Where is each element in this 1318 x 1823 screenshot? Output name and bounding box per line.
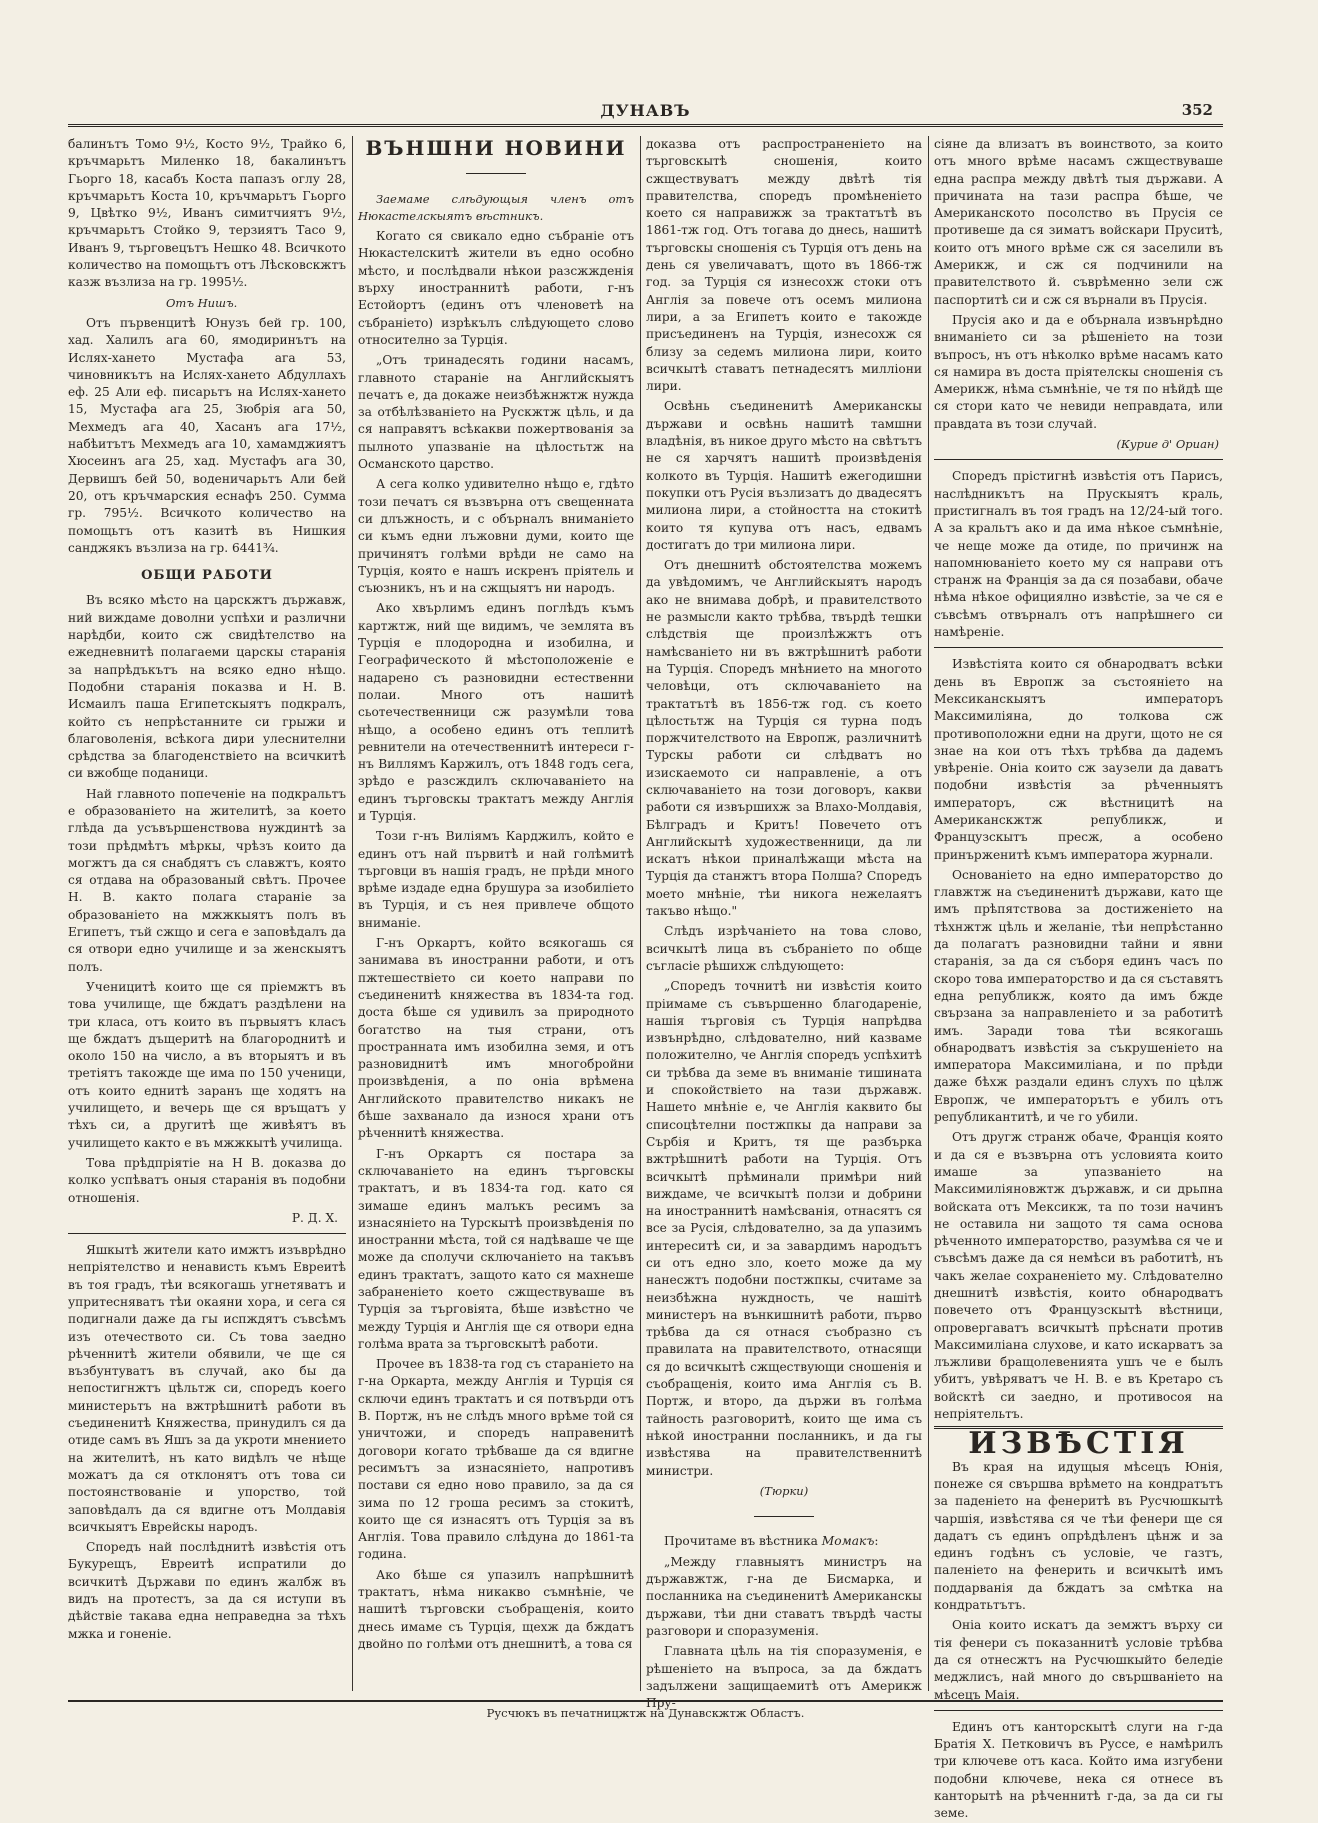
article-paragraph: Този г-нъ Виліямъ Карджилъ, който е единъ отъ най първитѣ и най голѣмитѣ търговци въ нашія градъ, не прѣди много врѣме издаде една брушура за изобиліето въ Турція, и съ нея привлече общото вниманіе. bbox=[358, 829, 634, 930]
article-paragraph: Отъ другж странж обаче, Франція която и да ся е възвърна отъ условията които имаше за упазваніето на Максимиліяновжтж държавж, и си дрьпна войската отъ Мексикж, та по този начинъ не оставила ни защото тя сама основа рѣченното императорство, разумѣва ся че и съвсѣмъ даже да ся немѣси въ работитѣ, нъ чакъ желае сохраненіето му. Слѣдователно днешнитѣ извѣстія, които обнародватъ повечето отъ Французскытѣ вѣстници, опровергаватъ всичкытѣ прѣснати против Максимиліана слухове, и като искарватъ за лъжливи бращолевенията ушъ че е былъ убитъ, увѣряватъ че Н. В. е въ Кретаро съ войсктѣ си заедно, и противосоя на непріятельтъ. bbox=[934, 1130, 1223, 1422]
notice-paragraph: Въ края на идущыя мѣсецъ Юнія, понеже ся свършва врѣмето на кондратътъ за паденіето на фенеритѣ въ Русчюшкытѣ чаршія, извѣстява ся че тѣи фенери ще ся дадатъ съ единъ опрѣдѣленъ цѣнж и за единъ годѣнъ съ условіе, че газтъ, паленіето на фенерить и всичкытѣ имъ поддарванія да бждатъ за смѣтка на кондратьтътъ. bbox=[934, 1459, 1223, 1613]
article-paragraph: Отъ днешнитѣ обстоятелства можемъ да увѣдомимъ, че Английскыятъ народъ ако не внимава добрѣ, и правителството не размысли както трѣбва, твърдѣ тешки слѣдствія ще произлѣжжтъ отъ намѣсваніето ни въ вжтрѣшнитѣ работи на Турція. Споредъ мнѣнието на многото человѣци, отъ сключаваніето на трактатътѣ въ 1856-тж год. съ което цѣлостьтж на Турція ся турна подъ поржчителството на Европж, различнитѣ Турскы работи си слѣдватъ но изискаемото си направленіе, а отъ сключаваніето на този договоръ, какви работи ся извършихж за Влахо-Молдавія, Бѣлградъ и Критъ! Повечето отъ Английскытѣ художественници, да ли искатъ нѣкои приналѣжащи мѣста на Турція да станжтъ втора Полша? Споредъ моето мнѣніе, тѣи никога нежелаятъ такъво нѣщо." bbox=[646, 558, 922, 919]
ornament-divider bbox=[646, 1508, 922, 1525]
article-paragraph: Прочее въ 1838-та год съ стараніето на г-на Оркарта, между Англія и Турція ся сключи единъ трактатъ и ся потвърди отъ В. Портж, нъ не слѣдъ много врѣме той ся уничтожи, и споредъ направенитѣ договори когато трѣбваше да ся вдигне ресимътъ за изнасяніето, напротивъ постави ся едно ново правило, за да ся зима по 12 гроша ресимъ за стокитѣ, които ще ся изнасятъ отъ Турція за въ Англія. Това правило слѣдуна до 1861-та година. bbox=[358, 1357, 634, 1562]
article-paragraph: доказва отъ распространеніето на търговскытѣ сношенія, които сжществуватъ между двѣтѣ тія правителства, споредъ промѣненіето което ся направижж за трактатътѣ въ 1861-тж год. Отъ тогава до днесь, нашитѣ търговскы сношенія съ Турція отъ день на день ся увеличаватъ, щото въ 1866-тж год. за Турція ся изнесохж стоки отъ Англія за повече отъ осемъ милиона лири, а за Египетъ които е такожде присъединенъ на Турція, изнесохж ся близу за седемъ милиона лири, които всичкытѣ ставатъ петнадесятъ милліони лири. bbox=[646, 137, 922, 394]
divider bbox=[934, 647, 1223, 648]
newspaper-page bbox=[68, 98, 1223, 1821]
source-attribution: (Курие д' Ориан) bbox=[1116, 437, 1219, 452]
article-paragraph: „Отъ тринадесять години насамъ, главното стараніе на Английскыятъ печатъ е, да докаже неизбѣжнжтж нужда за отбѣлѣзваніето на Рускжтж цѣль, и да ся направятъ всѣкакви пожертвованія за пылното упазваніе на цѣлостьтж на Османското царство. bbox=[358, 353, 634, 472]
newspaper-name: Момакъ bbox=[821, 1534, 875, 1549]
page-number: 352 bbox=[1181, 101, 1213, 119]
article-paragraph: Ако хвърлимъ единъ поглѣдъ къмъ картжтж, ний ще видимъ, че землята въ Турція е плодородна и изобилна, и Географическото й мѣстоположеніе е надарено съ разновидни естественни полаи. Много отъ нашитѣ сьотечественници сж разумѣли това нѣщо, а особено единъ отъ теплитѣ ревнители на отечественнитѣ интереси г-нъ Виллямъ Каржилъ, отъ 1848 годъ сега, зрѣдо е разсждилъ сключаваніето на единъ търговскы трактатъ между Англія и Турція. bbox=[358, 601, 634, 823]
article-paragraph: Споредъ най послѣднитѣ извѣстія отъ Букурещъ, Евреитѣ испратили до всичкитѣ Държави по единъ жалбж въ видъ на протестъ, за да ся иступи въ дѣйствіе такава една неправедна за тѣхъ мжка и гоненіе. bbox=[68, 1540, 346, 1641]
masthead bbox=[68, 98, 1223, 127]
dateline: Отъ Нишъ. bbox=[166, 295, 238, 310]
imprint-footer: Русчюкъ въ печатницжтж на Дунавскжтж Областъ. bbox=[68, 1700, 1223, 1720]
article-paragraph: балинътъ Томо 9½, Косто 9½, Трайко 6, кръчмарьтъ Миленко 18, бакалинътъ Гьорго 18, касабъ Коста папазъ оглу 28, кръчмарьтъ Коста 10, кръчмарьтъ Гьорго 9, Цвѣтко 9½, Иванъ симитчиятъ 9½, кръчмарьтъ Стойко 9, терзиятъ Тасо 9, Иванъ 9, търговецътъ Нешко 48. Всичкото количество на помощьтъ отъ Лѣсковскжтъ казж възлиза на гр. 1995½. bbox=[68, 137, 346, 290]
column-2 bbox=[358, 136, 634, 1686]
column-rule bbox=[640, 136, 641, 1691]
section-heading-obshti-raboti: ОБЩИ РАБОТИ bbox=[141, 568, 273, 584]
source-note: Заемаме слѣдующыя членъ отъ Нюкастелскыятъ вѣстникъ. bbox=[358, 191, 634, 223]
divider bbox=[934, 459, 1223, 460]
article-paragraph: Слѣдъ изрѣчаніето на това слово, всичкытѣ лица въ събраніето по обще съгласіе рѣшихж слѣдующето: bbox=[646, 924, 922, 973]
column-rule bbox=[352, 136, 353, 1691]
notice-paragraph: Оніа които искатъ да земжтъ върху си тія фенери съ показаннитѣ условіе трѣбва да ся отнесжтъ на Русчюшкыйто беледіе меджлисъ, най много до свършваніето на мѣсецъ Маія. bbox=[934, 1618, 1223, 1702]
article-paragraph: Главната цѣль на тія споразуменія, е рѣшеніето на въпроса, за да бждатъ задължени защищаемитѣ отъ Америкж Пру- bbox=[646, 1644, 922, 1711]
article-paragraph: А сега колко удивително нѣщо е, гдѣто този печатъ ся възвърна отъ свещенната си длъжность, и с обърналъ вниманіето си къмъ едни лъжовни думи, които ще причинятъ голѣми врѣди не само на Турція, която е нашъ искренъ пріятель и съюзникъ, нъ и на сжщыятъ ни народъ. bbox=[358, 477, 634, 596]
column-3 bbox=[646, 136, 922, 1711]
article-paragraph: сіяне да влизатъ въ воинството, за които отъ много врѣме насамъ сжществуваше една распра между двѣтѣ тыя държави. А причината на тази распра бѣше, че Американското посолство въ Прусія се противеше да ся зиматъ войскари Пруситѣ, които отъ много врѣме сж ся заселили въ Америкж, и сж ся подчинили на правителството й. съврѣменно зели сж паспортитѣ си и сж ся върнали въ Прусія. bbox=[934, 137, 1223, 307]
article-paragraph: Когато ся свикало едно събраніе отъ Нюкастелскитѣ жители въ едно особно мѣсто, и послѣдвали нѣкои разсжжденія върху иностраннитѣ работи, г-нъ Естойортъ (единъ отъ членоветѣ на събраніето) изрѣкълъ слѣдующето слово относително за Турція. bbox=[358, 229, 634, 347]
section-heading-vanshni-novini: ВЪНШНИ НОВИНИ bbox=[365, 136, 627, 160]
article-paragraph: Ученицитѣ които ще ся пріемжтъ въ това училище, ще бждатъ раздѣлени на три класа, отъ които въ първыятъ класъ ще бждатъ дъщеритѣ на благороднитѣ и около 150 на число, а въ вторыятъ и въ третіятъ такожде ще има по 150 ученици, отъ които еднитѣ заранъ ще ходятъ на училището, и вечерь ще ся връщатъ у тѣхъ си, а другитѣ ще живѣятъ въ училището както е въ мжжкытѣ училища. bbox=[68, 979, 346, 1150]
source-attribution: (Тюрки) bbox=[759, 1483, 809, 1498]
article-paragraph: Освѣнь съединенитѣ Американскы държави и освѣнь нашитѣ тамшни владѣнія, въ никое друго мѣсто на свѣтътъ не ся харчятъ нашитѣ произвѣденія колкото въ Турція. Нашитѣ ежегодишни покупки отъ Русія възлизатъ до двадесятъ милиона лири, а стойността на стокитѣ които тя купува отъ насъ, едвамъ достигатъ до три милиона лири. bbox=[646, 399, 922, 552]
article-paragraph: Яшкытѣ жители като имжтъ изъврѣдно непріятелство и ненависть къмъ Евреитѣ въ тоя градъ, тѣи всякогашь угнетяватъ и упритесняватъ тѣи окаяни хора, и сега ся подигнали даже да гы испждятъ съвсѣмъ изъ отечеството си. Съ това заедно рѣченнитѣ жители обявили, че ще ся възбунтуватъ въ случай, ако бы да непостигнжтъ цѣльтж си, споредъ коего министерьтъ на вжтрѣшнитѣ работи въ съединенитѣ Княжества, принудилъ ся да отиде самъ въ Яшъ за да укроти мнението на жителитѣ, нъ като видѣлъ че нѣще можатъ да ся отклонятъ отъ това си постоянствованіе и упорство, той заповѣдалъ да ся вдигне отъ Молдавія всичкыятъ Еврейскы народъ. bbox=[68, 1243, 346, 1534]
column-1 bbox=[68, 136, 346, 1686]
article-paragraph: Основаніето на едно императорство до главжтж на съединенитѣ държави, като ще имъ прѣпятствова за достиженіето на тѣхнжтж цѣль и желаніе, тѣи непрѣстанно да полагатъ разновидни тайни и явни старанія, за да ся съборя единъ часъ по скоро това императорство и да ся съставятъ една републикж, която да имъ бжде свързана за направленіето и за работитѣ имъ. Заради това тѣи всякогашь обнародватъ извѣстія за съкрушеніето на императора Максимиліана, и по прѣди даже бѣхж раздали единъ слухъ по цѣлж Европж, че императорътъ е убилъ отъ републикантитѣ, и че го убили. bbox=[934, 867, 1223, 1125]
article-paragraph: Най главното попеченіе на подкральтъ е образованіето на жителитѣ, за което глѣда да усъвършенствова нуждинтѣ за този прѣдмѣтъ мѣркы, чрѣзъ които да могжтъ да ся снабдятъ съ славжтъ, която ся отдава на образованый свѣтъ. Прочее Н. В. както полага стараніе за образованіето на мжжкыятъ полъ въ Египетъ, тъй сжщо и сега е заповѣдалъ да ся отвори едно училище и за женскыятъ полъ. bbox=[68, 786, 346, 974]
article-paragraph: „Между главныятъ министръ на държавжтж, г-на де Бисмарка, и посланника на съединенитѣ Американскы държави, тѣи дни ставатъ твърдѣ часты разговори и споразуменія. bbox=[646, 1554, 922, 1638]
section-heading-izvestia: ИЗВѢСТІЯ bbox=[934, 1426, 1223, 1452]
article-paragraph: Въ всяко мѣсто на царскжтъ държавж, ний виждаме доволни успѣхи и различни нарѣдби, които сж свидѣтелство на ежедневнитѣ полагаеми царскы старанія за напрѣдъкътъ на всяко едно нѣщо. Подобни старанія показва и Н. В. Исмаилъ паша Египетскыятъ подкралъ, който съ непрѣстанните си грыжи и благоволенія, всѣкога дири улеснителни срѣдства за благоденствіето на всичкитѣ си вжобще поданици. bbox=[68, 593, 346, 781]
article-paragraph: Извѣстіята които ся обнародватъ всѣки день въ Европж за състояніето на Мексиканскыятъ императоръ Максимиліяна, до толкова сж противоположни едни на други, щото не ся знае на кои отъ тѣхъ трѣбва да дадемъ увѣреніе. Оніа които сж заузели да даватъ подобни извѣстія за рѣченныятъ императоръ, сж вѣстницитѣ на Американскжтж републикж, и Французскытъ пресж, а особено принърженитѣ къмъ императора журнали. bbox=[934, 657, 1223, 862]
column-4 bbox=[934, 136, 1223, 1821]
text-run: : bbox=[874, 1534, 879, 1549]
article-paragraph: Г-нъ Оркартъ, който всякогашь ся занимава въ иностранни работи, и отъ пжтешествіето си което направи по съединенитѣ княжества въ 1834-та год. доста бѣше ся удивилъ за природното богатство на тыя страни, отъ пространната имъ изобилна земя, и отъ разновиднитѣ имъ многобройни произвѣденія, а по оніа врѣмена Английското правителство никакъ не бѣше захванало да износя храни отъ рѣченнитѣ княжества. bbox=[358, 936, 634, 1141]
article-paragraph: Отъ първенцитѣ Юнузъ бей гр. 100, хад. Халилъ ага 60, ямодиринътъ на Ислях-хането Мустафа ага 53, чиновникътъ на Ислях-хането Абдуллахъ еф. 25 Али еф. писарьтъ на Ислях-хането 15, Мустафа ага 25, Зюбрія ага 50, Мехмедъ ага 40, Хасанъ ага 17½, набѣитътъ Мехмедъ ага 10, хамамджиятъ Хюсеинъ ага 25, хад. Мустафъ ага 30, Дервишъ бей 50, воденичарьтъ Али бей 20, отъ кръчмарския еснафъ 250. Сумма гр. 795½. Всичкото количество на помощьтъ отъ казитѣ въ Нишкия санджякъ възлиза на гр. 6441¾. bbox=[68, 315, 346, 555]
text-run: Прочитаме въ вѣстника bbox=[664, 1534, 822, 1549]
notice-paragraph: Единъ отъ канторскытѣ слуги на г-да Братія Х. Петковичъ въ Руссе, е намѣрилъ три ключеве отъ каса. Който има изгубени подобни ключеве, нека ся отнесе въ канторытѣ на рѣченнитѣ г-да, за да си гы земе. bbox=[934, 1719, 1223, 1821]
article-paragraph: Прусія ако и да е обърнала извънрѣдно вниманіето си за рѣшеніето на този въпросъ, нъ отъ нѣколко врѣме насамъ като ся намира въ доста пріятелскы сношенія съ Америкж, нѣма съмнѣніе, че тя по нѣйдѣ ще ся стори като че невиди неправдата, или правдата въ този случай. bbox=[934, 312, 1223, 431]
article-paragraph: Г-нъ Оркартъ ся постара за сключаваніето на единъ търговскы трактатъ, и въ 1834-та год. като ся зимаше единъ малъкъ ресимъ за изнасяніето на Турскытѣ произвѣденія по иностранни мѣста, той ся надѣваше че ще може да сполучи сключаніето на такъвъ единъ трактатъ, защото като ся махнеше забраненіето което сжществуваше въ Турція за търговіята, бѣше извѣстно че между Турція и Англія ще ся отвори една голѣма врата за търговскытѣ работи. bbox=[358, 1146, 634, 1351]
article-paragraph: Споредъ прістигнѣ извѣстія отъ Парисъ, наслѣдникътъ на Прускыятъ краль, пристигналъ въ тоя градъ на 12/24-ый того. А за кральтъ ако и да има нѣкое съмнѣніе, че неще може да отиде, по причинж на напомнюваніето което му ся направи отъ странж на Франція за да ся позабави, обаче нѣма нѣкое официялно извѣстіе, за че ся е съвсѣмъ отвърналъ отъ напрѣшнего си намѣреніе. bbox=[934, 469, 1223, 640]
signature: Р. Д. Х. bbox=[291, 1210, 338, 1225]
article-paragraph: „Споредъ точнитѣ ни извѣстія които пріимаме съ съвършенно благодареніе, нашія търговія съ Турція напрѣдва извънрѣдно, слѣдователно, ний казваме положително, че Англія споредъ успѣхитѣ си трѣбва да земе въ вниманіе тишината и спокойствіето на тази държавж. Нашето мнѣніе е, че Англія каквито бы списоцѣтелни постжпкы да направи за Сърбія и Критъ, тя ще разбърка вжтрѣшнитѣ работи на Турція. Отъ всичкытѣ прѣминали примѣри ний виждаме, че всичкытѣ ползи и добрини на иностраннитѣ намѣсванія, отнасятъ ся все за Русія, слѣдователно, за да упазимъ интереситѣ си, и за завардимъ народътъ си отъ едно зло, което може да му нанесжтъ подобни постжпкы, считаме за неизбѣжна нуждность, че нашітѣ министеръ на вънкишнитѣ работи, първо трѣбва да ся отнася съобразно съ правилата на правителството, отнасящи ся до всичкытѣ сжществующи сношенія и съобращенія, които има Англія съ В. Портж, и второ, да държи въ голѣма тайность разговоритѣ, които ще има съ нѣкой иностранни посланникъ, и да гы извѣстява на правителственнитѣ министри. bbox=[646, 979, 922, 1478]
article-paragraph: Това прѣдпріятіе на Н В. доказва до колко успѣватъ оныя старанія въ подобни отношенія. bbox=[68, 1155, 346, 1205]
article-paragraph: Ако бѣше ся упазилъ напрѣшнитѣ трактатъ, нѣма никакво съмнѣніе, че нашитѣ търговски съобращенія, които днесь имаме съ Турція, щехж да бждатъ двойно по голѣми отъ днешнитѣ, а това ся bbox=[358, 1567, 634, 1651]
article-paragraph bbox=[646, 1533, 922, 1550]
column-rule bbox=[928, 136, 929, 1691]
newspaper-title: ДУНАВЪ bbox=[600, 101, 691, 120]
ornament-divider bbox=[358, 165, 634, 182]
divider bbox=[68, 1233, 346, 1234]
